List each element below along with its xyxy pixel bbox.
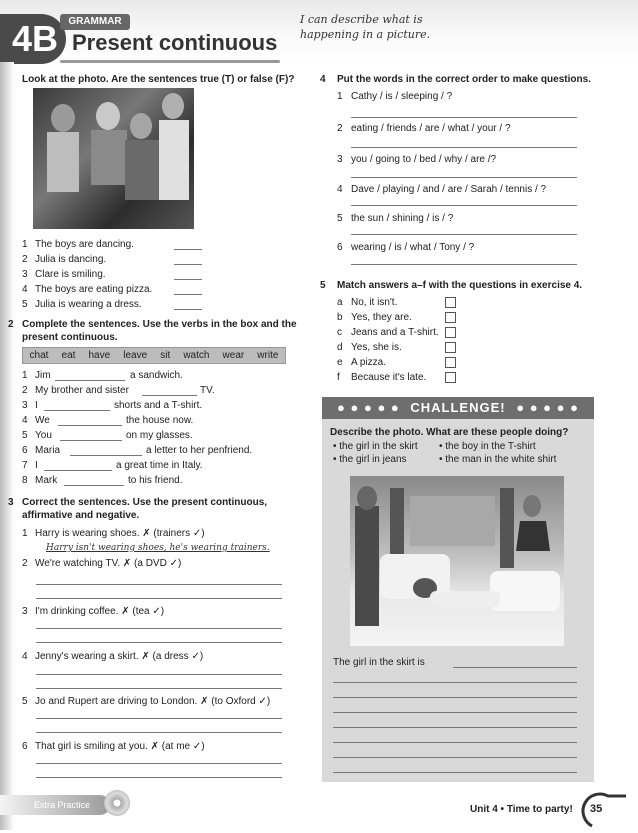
ex2-answer-line[interactable] (70, 455, 142, 456)
challenge-bullet-text: the girl in the skirt (339, 441, 418, 452)
ex4-item-number: 3 (337, 154, 343, 165)
ex2-answer-line[interactable] (60, 440, 122, 441)
ex2-instruction (22, 318, 297, 344)
ex2-item-rest: shorts and a T-shirt. (114, 400, 203, 411)
page-edge-shadow (0, 62, 14, 830)
challenge-answer-line[interactable] (333, 757, 577, 758)
ex5-item (337, 356, 467, 371)
ex1-item-number: 2 (22, 254, 28, 265)
ex2-item-rest: TV. (200, 385, 215, 396)
ex5-answer-box[interactable] (445, 372, 456, 383)
ex3-item-1 (22, 527, 282, 553)
ex4-item (337, 90, 452, 103)
ex3-answer-line[interactable] (36, 628, 282, 629)
ex5-list (337, 296, 467, 386)
ex1-item-number: 3 (22, 269, 28, 280)
ex3-answer-line[interactable] (36, 777, 282, 778)
ex5-item-letter: b (337, 312, 343, 323)
ex3-item-text: I'm drinking coffee. ✗ (tea ✓) (35, 606, 165, 617)
ex2-item-number: 6 (22, 445, 28, 456)
ex4-instruction: Put the words in the correct order to make questions. (337, 74, 591, 85)
ex4-item (337, 241, 474, 254)
challenge-bullet-text: the boy in the T-shirt (445, 441, 536, 452)
living-room-photo (350, 476, 564, 646)
ex1-item-text: The boys are eating pizza. (35, 284, 153, 295)
ex5-item (337, 326, 467, 341)
ex1-item (22, 283, 212, 298)
verb-sit: sit (160, 350, 171, 361)
ex3-answer-line[interactable] (36, 732, 282, 733)
ex1-answer-line[interactable] (174, 294, 202, 295)
verb-chat: chat (29, 350, 49, 361)
grammar-tab (60, 14, 130, 30)
ex2-item-rest: a sandwich. (130, 370, 183, 381)
ex3-answer-line[interactable] (36, 584, 282, 585)
ex4-item (337, 122, 511, 135)
ex2-item-number: 4 (22, 415, 28, 426)
ex4-answer-line[interactable] (351, 264, 577, 265)
challenge-answer-line[interactable] (333, 772, 577, 773)
title-underline (60, 60, 280, 63)
verb-leave: leave (123, 350, 148, 361)
ex1-item-number: 4 (22, 284, 28, 295)
ex4-item-text: eating / friends / are / what / your / ? (351, 123, 511, 134)
ex1-instruction: Look at the photo. Are the sentences true (T) or false (F)? (22, 74, 295, 85)
ex4-item-number: 5 (337, 213, 343, 224)
ex1-item-number: 5 (22, 299, 28, 310)
ex2-item-rest: to his friend. (128, 475, 183, 486)
ex4-item (337, 153, 496, 166)
ex5-item (337, 341, 467, 356)
challenge-bullet: • the girl in the skirt (333, 441, 418, 452)
ex2-item-number: 3 (22, 400, 28, 411)
ex2-item (22, 429, 292, 444)
ex1-answer-line[interactable] (174, 279, 202, 280)
ex3-item-number: 4 (22, 651, 28, 662)
extra-practice-label: Extra Practice (34, 800, 91, 810)
ex3-item-number: 6 (22, 741, 28, 752)
party-photo (33, 88, 194, 229)
challenge-bullet: • the man in the white shirt (439, 454, 557, 465)
unit-badge (0, 14, 66, 64)
ex4-item-number: 4 (337, 184, 343, 195)
ex5-answer-box[interactable] (445, 327, 456, 338)
ex2-list (22, 369, 292, 489)
ex5-item-text: Jeans and a T-shirt. (351, 327, 439, 338)
verb-wear: wear (222, 350, 245, 361)
challenge-answer-line[interactable] (333, 682, 577, 683)
challenge-instruction: Describe the photo. What are these people doing? (330, 427, 569, 438)
ex5-item-text: No, it isn't. (351, 297, 398, 308)
ex1-answer-line[interactable] (174, 264, 202, 265)
challenge-bullet: • the boy in the T-shirt (439, 441, 536, 452)
ex4-answer-line[interactable] (351, 147, 577, 148)
ex3-instruction-line-2: affirmative and negative. (22, 510, 140, 521)
ex2-item-rest: a great time in Italy. (116, 460, 203, 471)
challenge-title: CHALLENGE! (410, 400, 506, 415)
ex2-number: 2 (8, 319, 14, 330)
ex3-number: 3 (8, 497, 14, 508)
ex4-item-number: 1 (337, 91, 343, 102)
ex2-instruction-line-2: present continuous. (22, 332, 118, 343)
ex5-answer-box[interactable] (445, 297, 456, 308)
subtitle-line-1: I can describe what is (300, 13, 423, 26)
challenge-answer-line[interactable] (333, 712, 577, 713)
ex1-item-text: Julia is dancing. (35, 254, 107, 265)
ex2-item-subject: You (35, 430, 52, 441)
subtitle-line-2: happening in a picture. (300, 28, 431, 41)
challenge-bullet: • the girl in jeans (333, 454, 407, 465)
ex5-number: 5 (320, 280, 326, 291)
ex5-answer-box[interactable] (445, 312, 456, 323)
ex4-answer-line[interactable] (351, 205, 577, 206)
ex3-answer-line[interactable] (36, 642, 282, 643)
ex3-answer-line[interactable] (36, 718, 282, 719)
challenge-answer-line[interactable] (453, 667, 577, 668)
ex5-item-text: Yes, she is. (351, 342, 402, 353)
living-room-figures (350, 476, 564, 646)
ex2-answer-line[interactable] (64, 485, 124, 486)
ex3-example-answer: Harry isn't wearing shoes, he's wearing trainers. (46, 543, 270, 553)
ex4-answer-line[interactable] (351, 234, 577, 235)
ex4-item-number: 2 (337, 123, 343, 134)
ex3-item-4 (22, 650, 282, 663)
ex5-item (337, 311, 467, 326)
page-number: 35 (590, 803, 603, 815)
ex1-item-text: Julia is wearing a dress. (35, 299, 142, 310)
ex4-item-text: the sun / shining / is / ? (351, 213, 454, 224)
ex2-item-number: 2 (22, 385, 28, 396)
ex5-answer-box[interactable] (445, 342, 456, 353)
verb-eat: eat (61, 350, 76, 361)
ex1-item-number: 1 (22, 239, 28, 250)
ex2-item-subject: Jim (35, 370, 51, 381)
ex2-answer-line[interactable] (142, 395, 197, 396)
ex2-item-number: 8 (22, 475, 28, 486)
cd-icon (104, 790, 130, 816)
ex4-answer-line[interactable] (351, 117, 577, 118)
ex4-number: 4 (320, 74, 326, 85)
ex3-item-2 (22, 557, 282, 570)
ex3-item-3 (22, 605, 282, 618)
verb-write: write (257, 350, 279, 361)
ex4-item-text: wearing / is / what / Tony / ? (351, 242, 475, 253)
ex2-item (22, 369, 292, 384)
ex3-instruction (22, 496, 267, 522)
ex5-item-letter: a (337, 297, 343, 308)
ex3-item-6 (22, 740, 282, 753)
ex5-item-letter: f (337, 372, 340, 383)
ex1-item (22, 253, 212, 268)
ex2-item-subject: My brother and sister (35, 385, 129, 396)
challenge-dots-right: ● ● ● ● ● (516, 400, 579, 415)
ex3-instruction-line-1: Correct the sentences. Use the present continuous, (22, 497, 268, 508)
ex2-item (22, 474, 292, 489)
challenge-answer-line[interactable] (333, 697, 577, 698)
ex5-item-text: Because it's late. (351, 372, 427, 383)
challenge-answer-line[interactable] (333, 742, 577, 743)
page-number-arc (578, 792, 628, 828)
ex5-item (337, 296, 467, 311)
ex2-item (22, 444, 292, 459)
ex4-item-number: 6 (337, 242, 343, 253)
verb-watch: watch (183, 350, 210, 361)
ex5-item-letter: d (337, 342, 343, 353)
ex2-item-subject: Maria (35, 445, 61, 456)
ex3-answer-line[interactable] (36, 598, 282, 599)
ex4-item (337, 183, 546, 196)
challenge-header (322, 397, 594, 419)
verb-have: have (88, 350, 111, 361)
ex2-item-subject: I (35, 400, 38, 411)
grammar-tab-label: GRAMMAR (68, 16, 122, 27)
extra-practice-badge[interactable] (0, 795, 110, 815)
ex2-item (22, 399, 292, 414)
ex4-item-text: you / going to / bed / why / are /? (351, 154, 497, 165)
ex2-item-rest: a letter to her penfriend. (146, 445, 253, 456)
ex4-item-text: Dave / playing / and / are / Sarah / tennis / ? (351, 184, 547, 195)
ex5-item-text: A pizza. (351, 357, 387, 368)
challenge-starter: The girl in the skirt is (333, 657, 425, 668)
ex3-answer-line[interactable] (36, 763, 282, 764)
ex3-item-text: Jo and Rupert are driving to London. ✗ (to Oxford ✓) (35, 696, 271, 707)
ex4-item-text: Cathy / is / sleeping / ? (351, 91, 453, 102)
challenge-answer-line[interactable] (333, 727, 577, 728)
ex4-answer-line[interactable] (351, 177, 577, 178)
ex2-item-subject: I (35, 460, 38, 471)
ex2-answer-line[interactable] (44, 470, 112, 471)
ex3-item-text: That girl is smiling at you. ✗ (at me ✓) (35, 741, 205, 752)
ex5-item-letter: c (337, 327, 342, 338)
ex3-item-number: 5 (22, 696, 28, 707)
unit-footer: Unit 4 • Time to party! (470, 804, 573, 815)
ex1-list (22, 238, 212, 313)
ex1-answer-line[interactable] (174, 249, 202, 250)
ex2-answer-line[interactable] (44, 410, 110, 411)
ex1-item-text: The boys are dancing. (35, 239, 134, 250)
ex2-instruction-line-1: Complete the sentences. Use the verbs in the box and the (22, 319, 297, 330)
ex2-item-number: 5 (22, 430, 28, 441)
ex2-item-number: 1 (22, 370, 28, 381)
ex1-answer-line[interactable] (174, 309, 202, 310)
subtitle (300, 12, 430, 42)
ex1-item (22, 298, 212, 313)
page-number-badge (578, 792, 628, 828)
party-photo-figures (33, 88, 194, 229)
ex2-item-rest: on my glasses. (126, 430, 193, 441)
ex5-item-text: Yes, they are. (351, 312, 412, 323)
verb-box (22, 347, 286, 364)
ex5-instruction: Match answers a–f with the questions in exercise 4. (337, 280, 583, 291)
ex5-answer-box[interactable] (445, 357, 456, 368)
page-title: Present continuous (72, 30, 278, 55)
ex1-item (22, 268, 212, 283)
ex2-answer-line[interactable] (58, 425, 122, 426)
ex3-item-text: Harry is wearing shoes. ✗ (trainers ✓) (35, 528, 205, 539)
ex2-item-number: 7 (22, 460, 28, 471)
challenge-bullet-text: the girl in jeans (339, 454, 407, 465)
ex1-item (22, 238, 212, 253)
ex1-item-text: Clare is smiling. (35, 269, 106, 280)
ex3-item-text: Jenny's wearing a skirt. ✗ (a dress ✓) (35, 651, 204, 662)
challenge-bullet-text: the man in the white shirt (445, 454, 557, 465)
challenge-dots-left: ● ● ● ● ● (337, 400, 400, 415)
ex3-item-number: 2 (22, 558, 28, 569)
ex2-item (22, 384, 292, 399)
ex3-answer-line[interactable] (36, 674, 282, 675)
ex3-item-text: We're watching TV. ✗ (a DVD ✓) (35, 558, 182, 569)
ex4-item (337, 212, 453, 225)
ex2-item-subject: Mark (35, 475, 58, 486)
ex2-item (22, 414, 292, 429)
ex3-item-number: 1 (22, 528, 28, 539)
ex2-item (22, 459, 292, 474)
ex3-answer-line[interactable] (36, 688, 282, 689)
ex5-item-letter: e (337, 357, 343, 368)
ex2-item-rest: the house now. (126, 415, 194, 426)
ex3-item-number: 3 (22, 606, 28, 617)
ex5-item (337, 371, 467, 386)
ex2-answer-line[interactable] (55, 380, 125, 381)
ex3-item-5 (22, 695, 282, 708)
ex2-item-subject: We (35, 415, 50, 426)
unit-badge-label: 4B (11, 18, 58, 59)
